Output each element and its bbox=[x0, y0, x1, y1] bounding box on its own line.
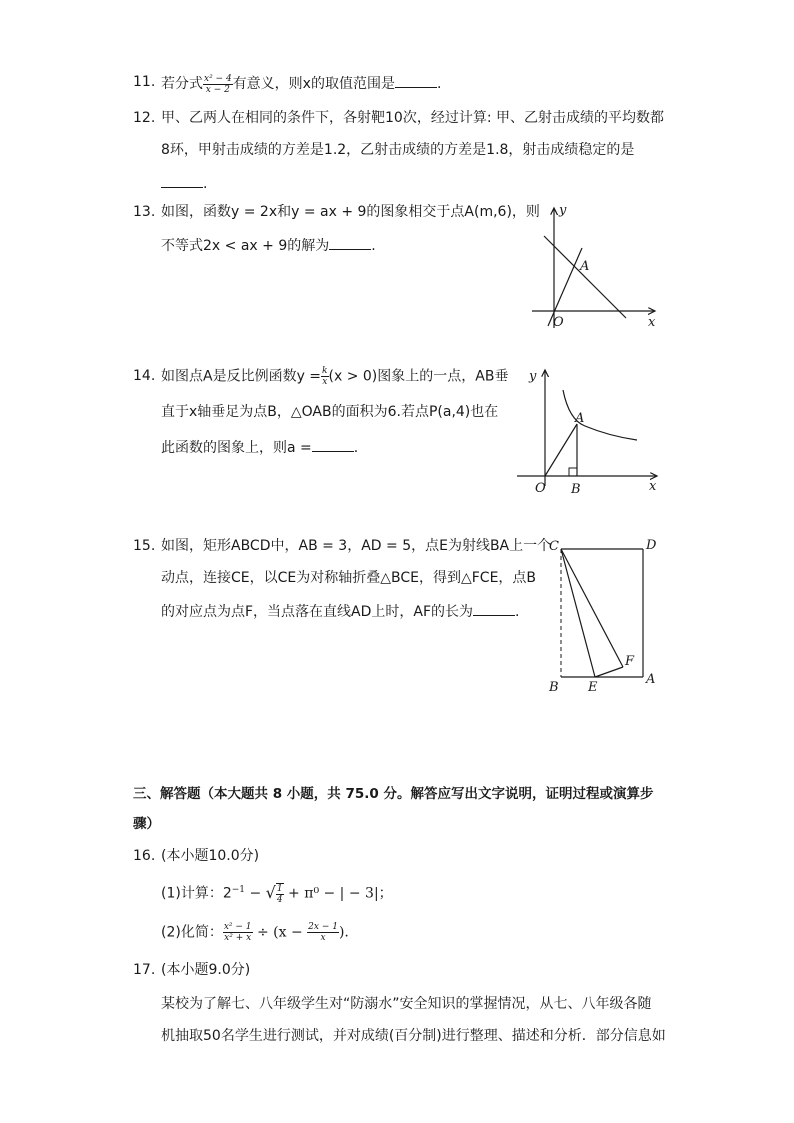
answer-blank[interactable] bbox=[161, 172, 203, 188]
fraction: $\frac{\text{x² − 1}}{\text{x² + x}}$ bbox=[223, 922, 252, 943]
period: . bbox=[515, 604, 520, 620]
part-text: + π⁰ − | − 3|； bbox=[283, 885, 393, 902]
segment-CE bbox=[561, 549, 595, 677]
label-C: C bbox=[549, 539, 559, 554]
fraction: $\frac{k}{x}$ bbox=[322, 366, 328, 387]
answer-blank[interactable] bbox=[329, 234, 371, 250]
segment-CF bbox=[561, 549, 623, 667]
question-17-line2: 机抽取50名学生进行测试，并对成绩(百分制)进行整理、描述和分析．部分信息如 bbox=[161, 1028, 666, 1044]
question-number: 12. bbox=[133, 110, 156, 126]
period: . bbox=[436, 76, 442, 92]
label-A: A bbox=[575, 411, 585, 426]
question-text: (x > 0)图象上的一点，AB垂 bbox=[328, 368, 509, 385]
question-16-part2 bbox=[161, 922, 349, 943]
question-16 bbox=[133, 846, 260, 866]
question-text: 此函数的图象上，则a = bbox=[161, 440, 312, 456]
figure-13 bbox=[530, 198, 670, 338]
section-3-heading: 三、解答题（本大题共 8 小题，共 75.0 分。解答应写出文字说明，证明过程或演算步 bbox=[133, 786, 654, 802]
question-13 bbox=[133, 202, 540, 222]
part-text: (1)计算：2 bbox=[161, 885, 232, 902]
figure-15 bbox=[545, 535, 665, 700]
question-number: 14. bbox=[133, 368, 156, 384]
question-15-line2: 动点，连接CE，以CE为对称轴折叠△BCE，得到△FCE，点B bbox=[161, 570, 537, 586]
question-13-line2 bbox=[161, 234, 376, 256]
part-text: ÷ (x − bbox=[252, 924, 308, 941]
label-B: B bbox=[571, 482, 581, 497]
label-A: A bbox=[580, 259, 590, 274]
question-text: 不等式2x < ax + 9的解为 bbox=[161, 238, 330, 254]
label-x: x bbox=[649, 479, 657, 494]
label-B: B bbox=[549, 680, 559, 695]
answer-blank[interactable] bbox=[395, 72, 437, 88]
period: . bbox=[353, 440, 359, 456]
label-A: A bbox=[646, 672, 656, 687]
question-text: 如图，矩形ABCD中，AB = 3，AD = 5，点E为射线BA上一个 bbox=[161, 538, 552, 554]
part-text: ). bbox=[338, 924, 349, 941]
question-text: 如图点A是反比例函数y = bbox=[161, 368, 322, 385]
label-y: y bbox=[529, 369, 537, 384]
question-11 bbox=[133, 72, 442, 95]
segment-EF bbox=[595, 667, 623, 677]
label-O: O bbox=[553, 315, 564, 330]
question-number: 16. bbox=[133, 848, 156, 864]
label-F: F bbox=[625, 654, 635, 669]
square-root: √ $\frac{1}{4}$ bbox=[265, 882, 283, 905]
question-number: 11. bbox=[133, 74, 156, 90]
question-number: 17. bbox=[133, 962, 156, 978]
right-angle-mark bbox=[569, 468, 577, 476]
period: . bbox=[371, 238, 376, 254]
exponent: −1 bbox=[231, 885, 246, 895]
label-E: E bbox=[588, 680, 598, 695]
question-15 bbox=[133, 536, 552, 556]
label-y: y bbox=[559, 203, 567, 218]
part-text: − bbox=[245, 885, 266, 902]
label-x: x bbox=[648, 315, 656, 330]
question-14-line3 bbox=[161, 436, 358, 458]
section-3-heading-line2: 骤） bbox=[133, 816, 160, 832]
answer-blank[interactable] bbox=[312, 436, 354, 452]
question-text: 的对应点为点F，当点落在直线AD上时，AF的长为 bbox=[161, 604, 474, 620]
question-text: 若分式 bbox=[161, 76, 203, 92]
question-14-line2: 直于x轴垂足为点B，△OAB的面积为6.若点P(a,4)也在 bbox=[161, 404, 499, 420]
question-number: 15. bbox=[133, 538, 156, 554]
question-text: 有意义，则x的取值范围是 bbox=[232, 76, 395, 92]
period: . bbox=[203, 176, 208, 192]
question-14 bbox=[133, 366, 509, 387]
question-text: 甲、乙两人在相同的条件下，各射靶10次，经过计算: 甲、乙射击成绩的平均数都 bbox=[161, 110, 664, 126]
question-15-line3 bbox=[161, 600, 520, 622]
question-number: 13. bbox=[133, 204, 156, 220]
question-text: 如图，函数y = 2x和y = ax + 9的图象相交于点A(m,6)，则 bbox=[161, 204, 540, 220]
question-12-line2: 8环，甲射击成绩的方差是1.2，乙射击成绩的方差是1.8，射击成绩稳定的是 bbox=[161, 142, 635, 158]
fraction: $\frac{\text{x² − 4}}{x - 2}$ bbox=[204, 73, 232, 95]
question-16-part1 bbox=[161, 880, 393, 905]
question-12-line3 bbox=[161, 172, 207, 194]
question-17 bbox=[133, 960, 251, 980]
label-D: D bbox=[646, 538, 657, 553]
question-header: (本小题9.0分) bbox=[161, 962, 251, 978]
fraction: $\frac{2x - 1}{x}$ bbox=[308, 922, 338, 943]
answer-blank[interactable] bbox=[473, 600, 515, 616]
question-12 bbox=[133, 108, 664, 128]
label-O: O bbox=[535, 481, 546, 496]
question-17-line1: 某校为了解七、八年级学生对“防溺水”安全知识的掌握情况，从七、八年级各随 bbox=[161, 996, 652, 1012]
question-header: (本小题10.0分) bbox=[161, 848, 260, 864]
part-text: (2)化简： bbox=[161, 924, 223, 941]
figure-14 bbox=[515, 362, 665, 502]
